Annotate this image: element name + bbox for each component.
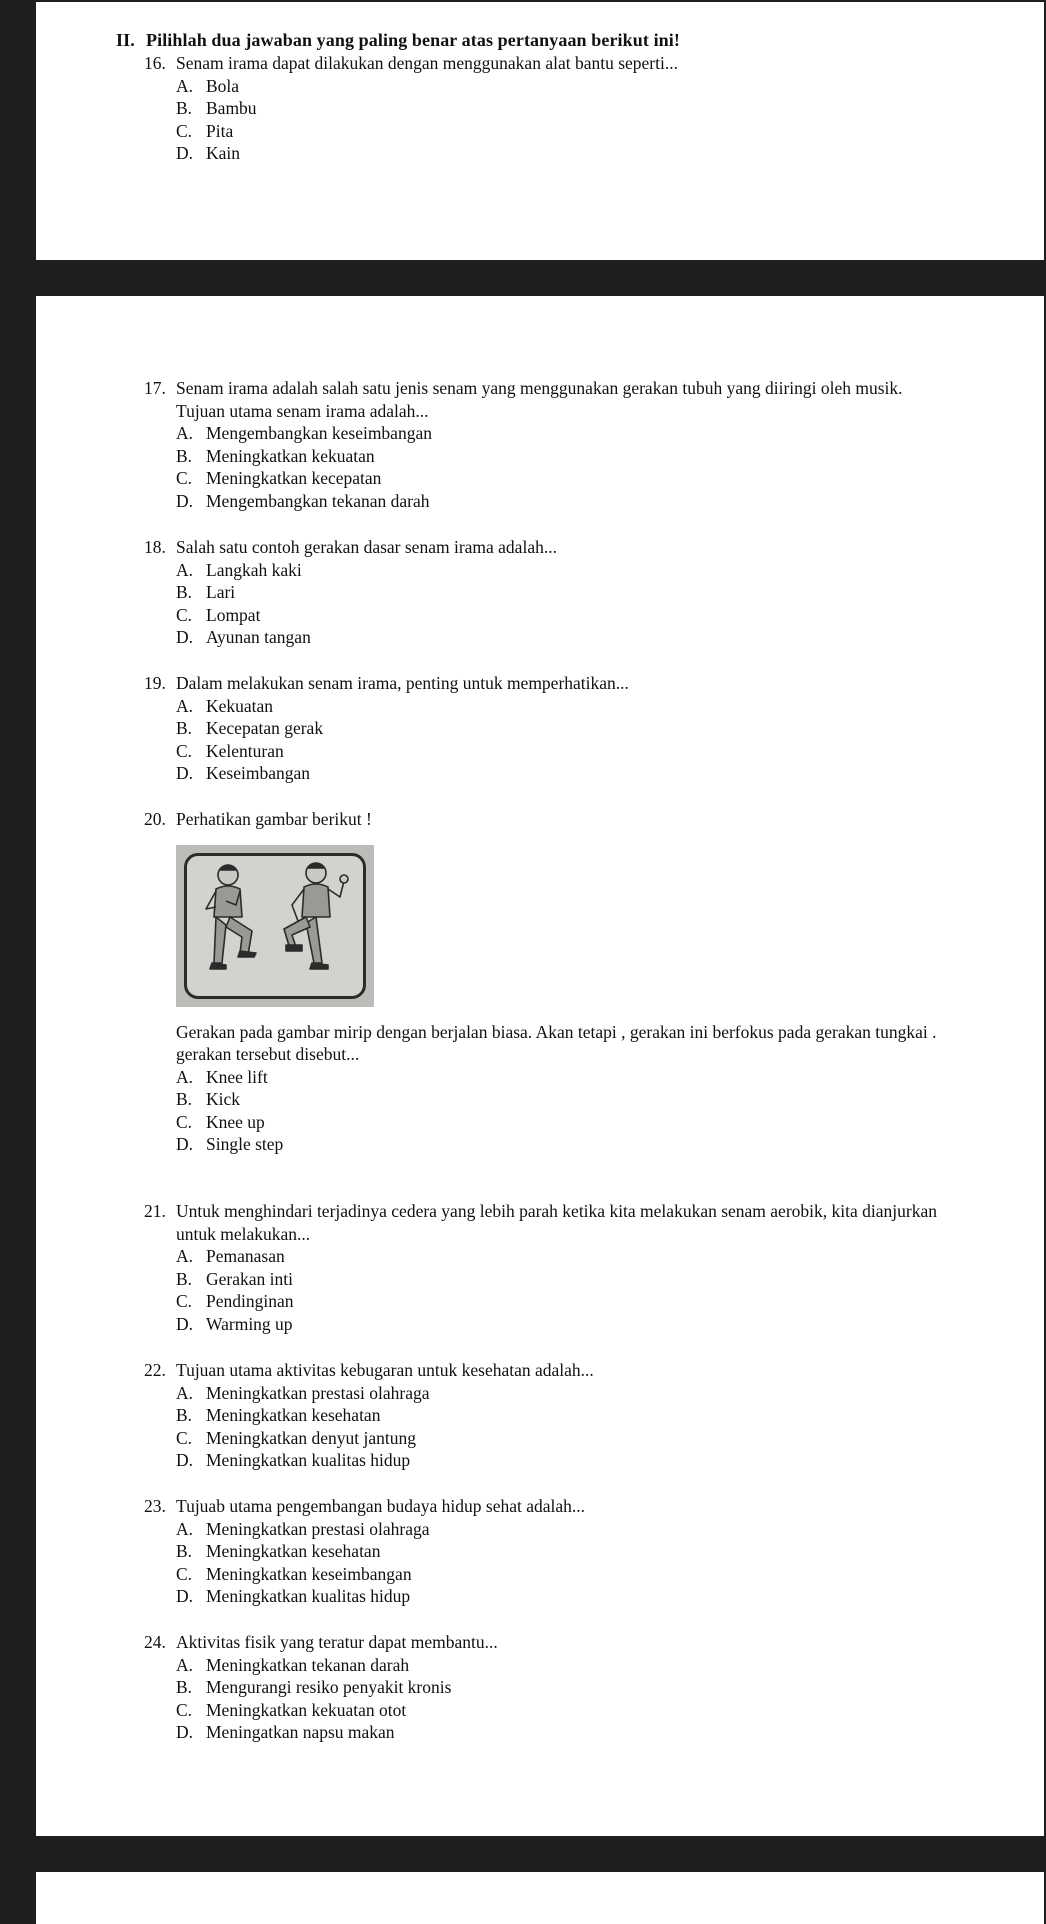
option-d[interactable]	[176, 1585, 944, 1608]
options-list	[176, 1245, 944, 1335]
option-b[interactable]	[176, 1268, 944, 1291]
option-text: Meningkatkan kesehatan	[206, 1405, 381, 1425]
option-b[interactable]	[176, 1676, 944, 1699]
option-letter: B.	[176, 1405, 193, 1425]
question-number: 20.	[144, 809, 166, 829]
option-text: Meningkatkan tekanan darah	[206, 1654, 410, 1675]
question-stem	[144, 672, 944, 695]
option-d[interactable]	[176, 490, 944, 513]
option-text: Bambu	[206, 98, 257, 118]
question-18	[144, 536, 944, 649]
question-stem	[144, 1200, 944, 1245]
option-letter: A.	[176, 1654, 194, 1675]
options-list	[176, 1654, 944, 1744]
option-a[interactable]	[176, 1382, 944, 1405]
question-number: 21.	[144, 1201, 166, 1221]
option-b[interactable]	[176, 1088, 944, 1111]
question-stem	[144, 52, 944, 75]
option-text: Kain	[206, 143, 241, 163]
option-letter: C.	[176, 1699, 193, 1720]
option-text: Knee up	[206, 1111, 265, 1132]
option-letter: B.	[176, 718, 193, 738]
question-22	[144, 1359, 944, 1472]
option-letter: D.	[176, 1722, 194, 1742]
option-text: Langkah kaki	[206, 559, 302, 580]
question-17	[144, 377, 944, 512]
question-number: 17.	[144, 378, 166, 398]
question-stem	[144, 1359, 944, 1382]
question-stem	[144, 536, 944, 559]
option-text: Meningkatkan kesehatan	[206, 1541, 381, 1561]
option-d[interactable]	[176, 626, 944, 649]
question-text: Aktivitas fisik yang teratur dapat membantu...	[176, 1632, 498, 1652]
section-instruction: Pilihlah dua jawaban yang paling benar atas pertanyaan berikut ini!	[146, 30, 680, 50]
option-letter: A.	[176, 559, 194, 580]
option-text: Meningkatkan kualitas hidup	[206, 1450, 411, 1470]
exercise-illustration	[176, 845, 374, 1007]
option-text: Single step	[206, 1134, 284, 1154]
question-text: Tujuab utama pengembangan budaya hidup sehat adalah...	[176, 1496, 586, 1516]
option-text: Kecepatan gerak	[206, 718, 324, 738]
option-text: Pemanasan	[206, 1246, 285, 1266]
question-number: 16.	[144, 53, 166, 73]
option-text: Ayunan tangan	[206, 627, 311, 647]
option-letter: D.	[176, 1134, 194, 1154]
option-letter: C.	[176, 604, 193, 625]
options-list	[176, 422, 944, 512]
option-text: Mengembangkan keseimbangan	[206, 423, 432, 443]
option-b[interactable]	[176, 445, 944, 468]
options-list	[176, 695, 944, 785]
option-letter: B.	[176, 1089, 193, 1109]
option-letter: B.	[176, 98, 193, 118]
option-text: Keseimbangan	[206, 763, 310, 783]
option-b[interactable]	[176, 581, 944, 604]
option-text: Kekuatan	[206, 695, 274, 716]
question-text: Salah satu contoh gerakan dasar senam irama adalah...	[176, 537, 557, 557]
question-number: 22.	[144, 1360, 166, 1380]
question-20	[144, 808, 944, 1156]
option-text: Kick	[206, 1089, 241, 1109]
option-text: Lompat	[206, 604, 261, 625]
question-text: Dalam melakukan senam irama, penting untuk memperhatikan...	[176, 673, 629, 693]
question-stem	[144, 377, 944, 422]
question-text: Perhatikan gambar berikut !	[176, 809, 372, 829]
option-text: Lari	[206, 582, 236, 602]
option-letter: B.	[176, 445, 193, 466]
option-a[interactable]	[176, 75, 944, 98]
option-letter: B.	[176, 1268, 193, 1289]
question-text: Untuk menghindari terjadinya cedera yang lebih parah ketika kita melakukan senam aerobik, kita dianjurkan untuk melakukan...	[176, 1201, 937, 1244]
option-b[interactable]	[176, 97, 944, 120]
option-letter: A.	[176, 1382, 194, 1403]
option-text: Pita	[206, 120, 234, 141]
page-1	[36, 0, 1044, 260]
option-b[interactable]	[176, 717, 944, 740]
option-letter: D.	[176, 1450, 194, 1470]
option-a[interactable]	[176, 695, 944, 718]
option-letter: C.	[176, 468, 193, 488]
option-letter: C.	[176, 1563, 193, 1584]
option-a[interactable]	[176, 1518, 944, 1541]
option-letter: A.	[176, 1518, 194, 1539]
options-list	[176, 1518, 944, 1608]
page-2	[36, 296, 1044, 1836]
option-d[interactable]	[176, 1449, 944, 1472]
option-text: Meningkatkan kualitas hidup	[206, 1586, 411, 1606]
option-a[interactable]	[176, 559, 944, 582]
question-followup	[144, 1021, 944, 1066]
question-number: 23.	[144, 1496, 166, 1516]
option-letter: B.	[176, 582, 193, 602]
option-c[interactable]	[176, 740, 944, 763]
option-letter: A.	[176, 1246, 194, 1266]
option-c[interactable]	[176, 467, 944, 490]
option-text: Meningkatkan prestasi olahraga	[206, 1382, 430, 1403]
option-text: Mengembangkan tekanan darah	[206, 490, 430, 511]
option-c[interactable]	[176, 1699, 944, 1722]
section-number: II.	[116, 30, 135, 50]
question-stem	[144, 1495, 944, 1518]
option-d[interactable]	[176, 1133, 944, 1156]
option-text: Mengurangi resiko penyakit kronis	[206, 1677, 452, 1697]
option-letter: D.	[176, 1313, 194, 1334]
option-a[interactable]	[176, 1654, 944, 1677]
option-text: Meningkatkan kekuatan otot	[206, 1699, 407, 1720]
option-c[interactable]	[176, 120, 944, 143]
option-d[interactable]	[176, 762, 944, 785]
option-d[interactable]	[176, 1721, 944, 1744]
option-text: Gerakan inti	[206, 1268, 293, 1289]
question-text: Senam irama dapat dilakukan dengan menggunakan alat bantu seperti...	[176, 53, 678, 73]
question-21	[144, 1200, 944, 1335]
option-text: Meningkatkan denyut jantung	[206, 1427, 416, 1448]
option-letter: C.	[176, 1111, 193, 1132]
option-c[interactable]	[176, 604, 944, 627]
option-letter: D.	[176, 763, 194, 783]
option-letter: B.	[176, 1541, 193, 1561]
option-text: Kelenturan	[206, 740, 284, 761]
option-a[interactable]	[176, 422, 944, 445]
option-a[interactable]	[176, 1066, 944, 1089]
option-letter: C.	[176, 1427, 193, 1448]
options-list	[176, 75, 944, 165]
option-b[interactable]	[176, 1540, 944, 1563]
option-text: Meningkatkan prestasi olahraga	[206, 1518, 430, 1539]
options-list	[176, 1382, 944, 1472]
option-letter: D.	[176, 490, 194, 511]
option-d[interactable]	[176, 142, 944, 165]
option-letter: C.	[176, 1291, 193, 1311]
option-c[interactable]	[176, 1427, 944, 1450]
option-letter: A.	[176, 1066, 194, 1087]
question-number: 19.	[144, 673, 166, 693]
option-text: Warming up	[206, 1313, 293, 1334]
option-letter: C.	[176, 740, 193, 761]
option-letter: D.	[176, 143, 194, 163]
option-letter: A.	[176, 695, 194, 716]
question-19	[144, 672, 944, 785]
option-text: Bola	[206, 75, 240, 96]
question-number: 18.	[144, 537, 166, 557]
question-followup-text: Gerakan pada gambar mirip dengan berjalan biasa. Akan tetapi , gerakan ini berfokus pada gerakan tungkai . gerakan tersebut disebut...	[176, 1021, 937, 1064]
option-d[interactable]	[176, 1313, 944, 1336]
option-text: Meningatkan napsu makan	[206, 1722, 395, 1742]
option-letter: A.	[176, 423, 194, 443]
option-c[interactable]	[176, 1111, 944, 1134]
option-c[interactable]	[176, 1290, 944, 1313]
option-letter: D.	[176, 1586, 194, 1606]
option-b[interactable]	[176, 1404, 944, 1427]
option-letter: A.	[176, 75, 194, 96]
question-16	[144, 52, 944, 165]
option-letter: B.	[176, 1677, 193, 1697]
option-text: Meningkatkan kecepatan	[206, 468, 382, 488]
question-text: Senam irama adalah salah satu jenis senam yang menggunakan gerakan tubuh yang diiringi oleh musik. Tujuan utama senam irama adalah...	[176, 378, 903, 421]
section-title	[116, 30, 680, 51]
option-a[interactable]	[176, 1245, 944, 1268]
question-number: 24.	[144, 1632, 166, 1652]
option-text: Pendinginan	[206, 1291, 294, 1311]
options-list	[176, 559, 944, 649]
question-stem	[144, 1631, 944, 1654]
knee-lift-figures-icon	[176, 845, 374, 1007]
option-letter: D.	[176, 627, 194, 647]
option-text: Meningkatkan kekuatan	[206, 445, 375, 466]
page-3	[36, 1872, 1044, 1924]
options-list	[176, 1066, 944, 1156]
question-text: Tujuan utama aktivitas kebugaran untuk kesehatan adalah...	[176, 1360, 594, 1380]
question-24	[144, 1631, 944, 1744]
option-letter: C.	[176, 120, 193, 141]
option-text: Meningkatkan keseimbangan	[206, 1563, 412, 1584]
question-stem	[144, 808, 944, 831]
option-text: Knee lift	[206, 1066, 268, 1087]
option-c[interactable]	[176, 1563, 944, 1586]
question-23	[144, 1495, 944, 1608]
